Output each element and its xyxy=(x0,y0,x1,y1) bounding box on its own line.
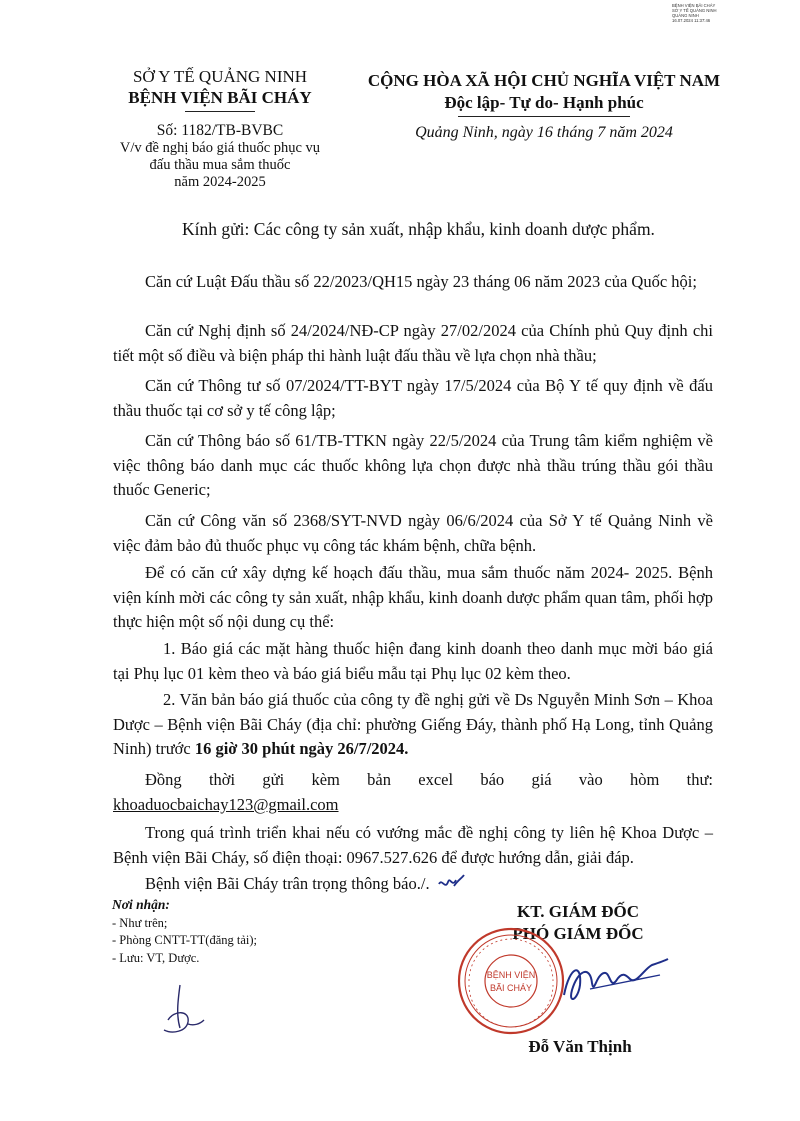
subject-line: đấu thầu mua sắm thuốc xyxy=(149,157,291,173)
digital-stamp-line: SỞ Y TẾ QUẢNG NINH xyxy=(672,8,717,13)
signature-position-1: KT. GIÁM ĐỐC xyxy=(517,902,639,921)
paragraph-legal-basis-2: Căn cứ Nghị định số 24/2024/NĐ-CP ngày 27/02/2024 của Chính phủ Quy định chi tiết một số điều và biện pháp thi hành luật đấu thầu về lựa chọn nhà thầu; xyxy=(113,321,713,365)
signature-scribble-icon xyxy=(560,945,670,1015)
doc-subject xyxy=(85,140,355,191)
digital-signature-stamp xyxy=(672,3,792,23)
digital-stamp-line: BỆNH VIỆN BÃI CHÁY xyxy=(672,3,716,8)
place-date: Quảng Ninh, ngày 16 tháng 7 năm 2024 xyxy=(415,124,673,141)
paragraph-item-2 xyxy=(113,688,713,762)
signature-position-2: PHÓ GIÁM ĐỐC xyxy=(512,924,644,943)
paragraph-legal-basis-4: Căn cứ Thông báo số 61/TB-TTKN ngày 22/5/2024 của Trung tâm kiểm nghiệm về việc thông báo danh mục các thuốc không lựa chọn được nhà thầu trúng thầu gói thầu thuốc Generic; xyxy=(113,431,713,499)
subject-line: V/v đề nghị báo giá thuốc phục vụ xyxy=(119,140,321,156)
org-parent: SỞ Y TẾ QUẢNG NINH xyxy=(132,67,308,86)
handwritten-initials-icon xyxy=(150,980,210,1040)
item-2-text: 2. Văn bản báo giá thuốc của công ty đề nghị gửi về Ds Nguyễn Minh Sơn – Khoa Dược – Bệnh viện Bãi Cháy (địa chỉ: phường Giếng Đáy, thành phố Hạ Long, tỉnh Quảng Ninh) trước xyxy=(113,690,713,758)
email-link[interactable]: khoaduocbaichay123@gmail.com xyxy=(113,795,339,814)
seal-text-bottom: BÃI CHÁY xyxy=(489,983,533,993)
org-name: BỆNH VIỆN BÃI CHÁY xyxy=(128,88,312,107)
paragraph-contact: Trong quá trình triển khai nếu có vướng mắc đề nghị công ty liên hệ Khoa Dược – Bệnh viện Bãi Cháy, số điện thoại: 0967.527.626 để được hướng dẫn, giải đáp. xyxy=(113,823,713,867)
recipient-line: Kính gửi: Các công ty sản xuất, nhập khẩu, kinh doanh dược phẩm. xyxy=(182,219,655,239)
paragraph-item-1: 1. Báo giá các mặt hàng thuốc hiện đang kinh doanh theo danh mục mời báo giá tại Phụ lục 01 kèm theo và báo giá biểu mẫu tại Phụ lục 02 kèm theo. xyxy=(113,639,713,683)
distribution-item: - Như trên; xyxy=(112,916,168,930)
paragraph-email: Đồng thời gửi kèm bản excel báo giá vào hòm thư: xyxy=(145,770,713,789)
hospital-seal-icon xyxy=(455,925,567,1037)
handwritten-initial-icon xyxy=(436,872,466,894)
header-right-rule xyxy=(458,116,630,117)
national-motto: Độc lập- Tự do- Hạnh phúc xyxy=(444,93,644,112)
paragraph-legal-basis-3: Căn cứ Thông tư số 07/2024/TT-BYT ngày 17/5/2024 của Bộ Y tế quy định về đấu thầu thuốc tại cơ sở y tế công lập; xyxy=(113,376,713,420)
paragraph-legal-basis-5: Căn cứ Công văn số 2368/SYT-NVD ngày 06/6/2024 của Sở Y tế Quảng Ninh về việc đảm bảo đủ thuốc phục vụ công tác khám bệnh, chữa bệnh. xyxy=(113,511,713,555)
email-row xyxy=(113,793,713,818)
paragraph-purpose: Để có căn cứ xây dựng kế hoạch đấu thầu, mua sắm thuốc năm 2024- 2025. Bệnh viện kính mời các công ty sản xuất, nhập khẩu, kinh doanh dược phẩm quan tâm, phối hợp thực hiện một số nội dung cụ thể: xyxy=(113,563,713,631)
distribution-item: - Phòng CNTT-TT(đăng tải); xyxy=(112,933,258,947)
paragraph-closing: Bệnh viện Bãi Cháy trân trọng thông báo./. xyxy=(145,874,430,893)
distribution-item: - Lưu: VT, Dược. xyxy=(112,951,200,965)
doc-number: Số: 1182/TB-BVBC xyxy=(156,122,284,139)
republic-title: CỘNG HÒA XÃ HỘI CHỦ NGHĨA VIỆT NAM xyxy=(367,71,721,90)
paragraph-legal-basis-1: Căn cứ Luật Đấu thầu số 22/2023/QH15 ngày 23 tháng 06 năm 2023 của Quốc hội; xyxy=(145,272,697,291)
deadline: 16 giờ 30 phút ngày 26/7/2024. xyxy=(194,739,409,758)
subject-line: năm 2024-2025 xyxy=(174,174,266,190)
signer-name: Đỗ Văn Thịnh xyxy=(528,1037,632,1056)
distribution-title: Nơi nhận: xyxy=(112,897,170,912)
header-left-rule xyxy=(185,111,255,112)
digital-stamp-line: QUẢNG NINH xyxy=(672,13,699,18)
seal-text-top: BỆNH VIỆN xyxy=(486,970,536,980)
digital-stamp-line: 16.07.2024 11:37:46 xyxy=(672,18,711,23)
